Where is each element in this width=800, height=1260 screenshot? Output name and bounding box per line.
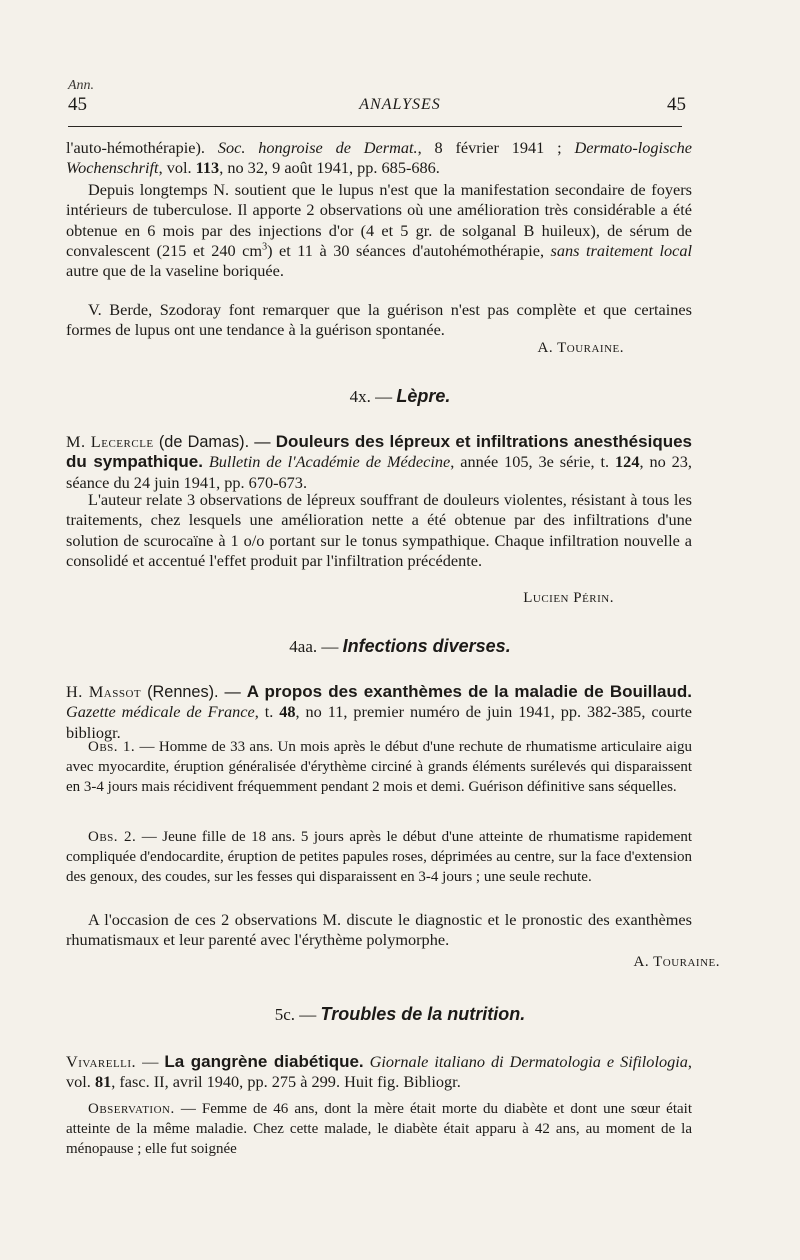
section-heading-lepre: [0, 386, 800, 407]
entry1-para2: V. Berde, Szodoray font remarquer que la guérison n'est pas complète et que certaines formes de lupus ont une tendance à la guérison spontanée.: [66, 300, 692, 340]
citation-text: , vol.: [66, 1052, 692, 1092]
margin-note: Ann.: [68, 78, 95, 93]
emphasis-text: sans traitement local: [550, 240, 693, 260]
section-heading-infections: [0, 636, 800, 657]
citation-text: , vol.: [158, 158, 196, 178]
citation-text: , 8 février 1941 ;: [417, 138, 575, 157]
volume-number: 81: [94, 1072, 112, 1092]
observation-label: Obs. 2.: [88, 829, 137, 845]
author-location: (Rennes). —: [141, 683, 247, 701]
journal-name: Gazette médicale de France: [66, 702, 255, 722]
section-title: Lèpre.: [396, 386, 451, 406]
entry1-body: [66, 180, 692, 281]
author-name: H. Massot: [66, 682, 142, 701]
entry2-citation: [66, 432, 692, 493]
entry3-obs2: [66, 828, 692, 887]
citation-text: l'auto-hémothérapie).: [66, 138, 218, 157]
author-location: (de Damas). —: [153, 433, 276, 451]
section-title: Infections diverses.: [342, 636, 511, 656]
entry3-body: A l'occasion de ces 2 observations M. discute le diagnostic et le pronostic des exanthèmes rhumatismaux et leur parenté avec l'érythème polymorphe.: [66, 910, 692, 950]
entry2-body: L'auteur relate 3 observations de lépreux souffrant de douleurs violentes, résistant à tous les traitements, chez lesquels une amélioration nette a été obtenue par des infiltrations d'une solution de scurocaïne à 1 o/o portant sur le tonus sympathique. Chaque infiltration nouvelle a consolidé et accentué l'effet produit par l'infiltration précédente.: [66, 490, 692, 570]
journal-name: Giornale italiano di Dermatologia e Sifilologia: [363, 1052, 688, 1071]
observation-text: — Femme de 46 ans, dont la mère était morte du diabète et dont une sœur était atteinte de la même maladie. Chez cette malade, le diabète était apparu à 42 ans, au moment de la ménopause ; elle fut soignée: [66, 1101, 692, 1157]
running-title: ANALYSES: [359, 96, 441, 113]
entry1-citation: [66, 138, 692, 179]
article-title: La gangrène diabétique.: [164, 1052, 364, 1071]
journal-name: Dermato-logische Wochenschrift: [66, 138, 692, 178]
author-name: M. Lecercle: [66, 432, 154, 451]
body-text: Depuis longtemps N. soutient que le lupus n'est que la manifestation secondaire de foyers intérieurs de tuberculose. Il apporte 2 observations où une amélioration très considérable a été obtenue en 6 mois par des injections d'or (4 et 5 gr. de solganal B huileux), de sérum de convalescent (215 et 240 cm: [66, 180, 692, 260]
page-number-left: 45: [68, 94, 87, 115]
section-number: 4aa. —: [289, 637, 343, 656]
section-title: Troubles de la nutrition.: [320, 1004, 526, 1024]
citation-text: , année 105, 3e série, t.: [450, 452, 616, 472]
observation-text: — Jeune fille de 18 ans. 5 jours après le début d'une atteinte de rhumatisme rapidement compliquée d'endocardite, éruption de petites papules roses, déprimées au centre, sur la face d'extension des genoux, des coudes, sur les fesses qui disparaissent en 3-4 jours ; une seule rechute.: [66, 829, 692, 885]
body-text: autre que de la vaseline boriquée.: [66, 261, 284, 281]
separator: —: [136, 1052, 165, 1071]
citation-text: , fasc. II, avril 1940, pp. 275 à 299. Huit fig. Bibliogr.: [111, 1072, 461, 1092]
volume-number: 124: [615, 452, 640, 472]
entry3-obs1: [66, 738, 692, 797]
article-title: Douleurs des lépreux et infiltrations anesthésiques du sympathique.: [66, 432, 692, 472]
section-number: 4x. —: [349, 387, 397, 406]
citation-text: , t.: [254, 702, 280, 722]
header-rule: [68, 126, 682, 127]
entry4-citation: [66, 1052, 692, 1093]
author-name: Vivarelli.: [66, 1052, 137, 1071]
observation-label: Obs. 1.: [88, 739, 136, 755]
section-heading-nutrition: [0, 1004, 800, 1025]
journal-name: Bulletin de l'Académie de Médecine: [202, 452, 451, 472]
signature: A. Touraine.: [537, 340, 624, 356]
section-number: 5c. —: [274, 1005, 321, 1024]
observation-label: Observation.: [88, 1101, 175, 1117]
entry3-citation: [66, 682, 692, 743]
journal-name: Soc. hongroise de Dermat.: [217, 138, 418, 157]
citation-text: , no 11, premier numéro de juin 1941, pp. 382-385, courte bibliogr.: [66, 702, 693, 742]
superscript: 3: [262, 241, 268, 253]
entry4-observation: [66, 1100, 692, 1159]
citation-text: , no 32, 9 août 1941, pp. 685-686.: [219, 158, 440, 178]
volume-number: 48: [279, 702, 296, 722]
page-number-right: 45: [667, 94, 686, 115]
observation-text: — Homme de 33 ans. Un mois après le début d'une rechute de rhumatisme articulaire aigu avec myocardite, éruption généralisée d'érythème circiné à grands éléments surélevés qui disparaissent en 3-4 jours mais récidivent fréquemment pendant 2 mois et demi. Guérison définitive sans séquelles.: [66, 739, 692, 795]
body-text: ) et 11 à 30 séances d'autohémothérapie,: [267, 240, 551, 260]
signature: Lucien Périn.: [523, 590, 614, 606]
signature: A. Touraine.: [633, 954, 720, 970]
citation-text: , no 23, séance du 24 juin 1941, pp. 670-673.: [66, 452, 692, 492]
article-title: A propos des exanthèmes de la maladie de Bouillaud.: [246, 682, 692, 701]
volume-number: 113: [195, 158, 220, 178]
